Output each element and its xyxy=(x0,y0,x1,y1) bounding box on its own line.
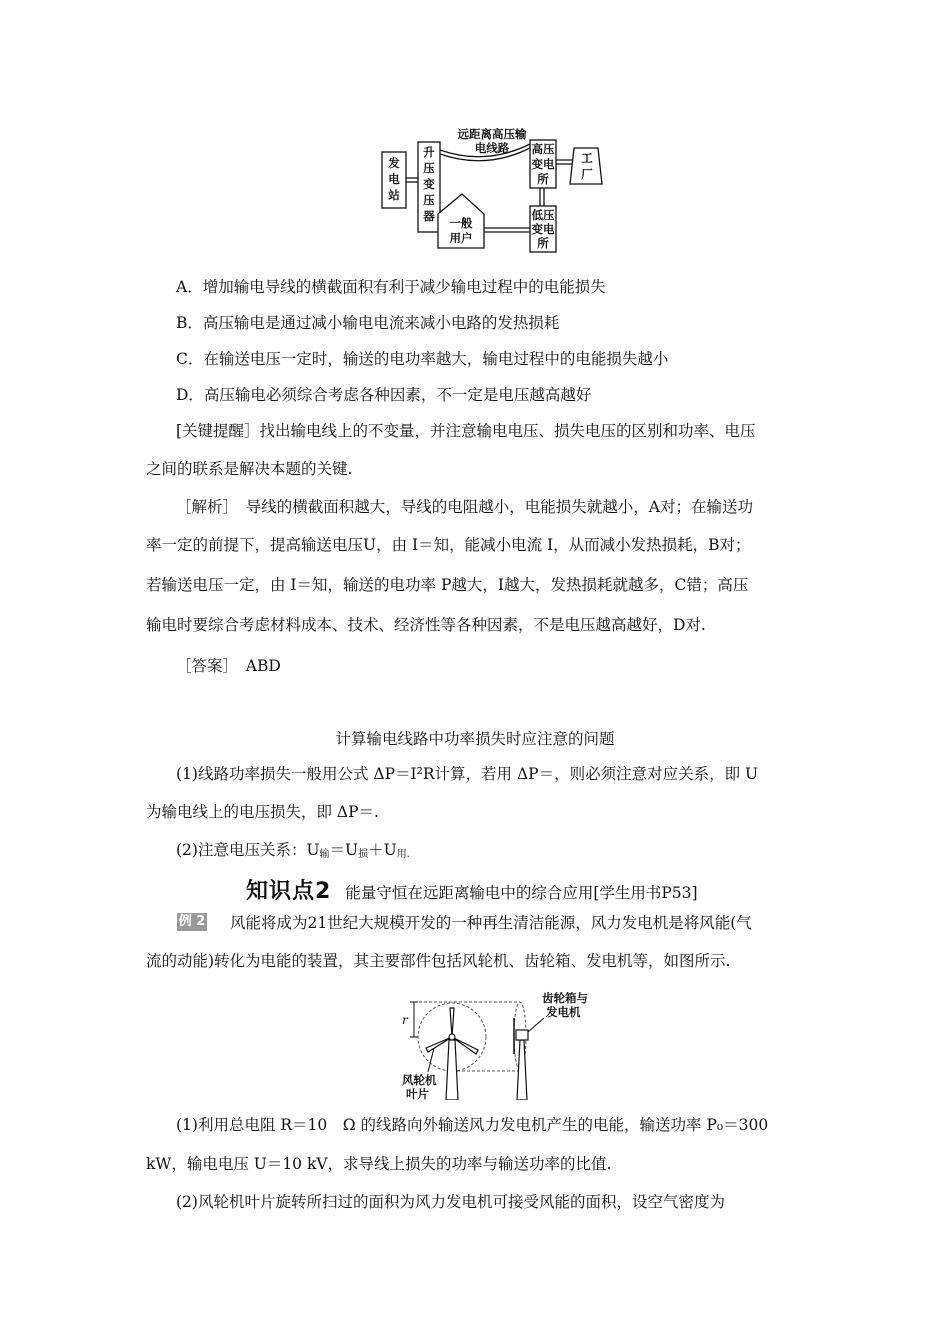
note-line-1: (1)线路功率损失一般用公式 ΔP＝I²R计算，若用 ΔP＝，则必须注意对应关系，即 U xyxy=(176,765,759,783)
question-2-line-1: (2)风轮机叶片旋转所扫过的面积为风力发电机可接受风能的面积，设空气密度为 xyxy=(176,1193,725,1211)
note-title: 计算输电线路中功率损失时应注意的问题 xyxy=(335,730,615,748)
hv-sub-line-2: 变电 xyxy=(531,157,555,171)
analysis-line-4: 输电时要综合考虑材料成本、技术、经济性等各种因素，不是电压越高越好，D对. xyxy=(146,616,706,634)
transmission-diagram xyxy=(376,122,616,254)
question-1-line-2: kW，输电电压 U＝10 kV，求导线上损失的功率与输送功率的比值. xyxy=(146,1155,612,1173)
step-up-char-4: 压 xyxy=(423,193,435,207)
knowledge-point-text: 能量守恒在远距离输电中的综合应用[学生用书P53] xyxy=(345,884,698,902)
note-line-3-prefix: (2)注意电压关系：U xyxy=(176,841,320,859)
example-line-1: 风能将成为21世纪大规模开发的一种再生清洁能源，风力发电机是将风能(气 xyxy=(230,914,752,932)
note-mid-2: ＋U xyxy=(368,841,397,859)
example-badge: 例 2 xyxy=(178,914,206,929)
hv-sub-line-3: 所 xyxy=(537,172,549,186)
step-up-char-5: 器 xyxy=(423,209,435,223)
user-line-1: 一般 xyxy=(449,216,473,230)
note-line-2: 为输电线上的电压损失，即 ΔP＝. xyxy=(146,803,379,821)
station-char-3: 站 xyxy=(388,188,400,202)
lv-sub-line-1: 低压 xyxy=(531,208,555,222)
lv-sub-line-3: 所 xyxy=(537,236,549,250)
gearbox-label-2: 发电机 xyxy=(546,1005,581,1019)
factory-char-2: 厂 xyxy=(581,167,593,181)
option-b: B．高压输电是通过减小输电电流来减小电路的发热损耗 xyxy=(176,314,560,332)
diagram-label-line1: 远距离高压输 xyxy=(457,127,527,141)
lv-sub-line-2: 变电 xyxy=(531,222,555,236)
gearbox-label-1: 齿轮箱与 xyxy=(542,991,588,1005)
knowledge-point-title: 知识点2 xyxy=(246,879,332,904)
analysis-line-3: 若输送电压一定，由 I＝知，输送的电功率 P越大，I越大，发热损耗就越多，C错；高压 xyxy=(146,576,749,594)
diagram-label-line2: 电线路 xyxy=(474,141,510,155)
analysis-line-2: 率一定的前提下，提高输送电压U，由 I＝知，能减小电流 I，从而减小发热损耗，B对； xyxy=(146,536,751,554)
note-sub-1: 输 xyxy=(319,849,330,860)
blade-label-2: 叶片 xyxy=(406,1087,429,1100)
option-d: D．高压输电必须综合考虑各种因素，不一定是电压越高越好 xyxy=(176,386,592,404)
option-c: C．在输送电压一定时，输送的电功率越大，输电过程中的电能损失越小 xyxy=(176,350,669,368)
question-1-line-1: (1)利用总电阻 R＝10 Ω 的线路向外输送风力发电机产生的电能，输送功率 P₀＝300 xyxy=(176,1116,769,1134)
hint-line-1: [关键提醒］找出输电线上的不变量，并注意输电电压、损失电压的区别和功率、电压 xyxy=(176,422,756,440)
step-up-char-1: 升 xyxy=(423,145,435,159)
wind-turbine-figure xyxy=(392,988,602,1100)
blade-label-1: 风轮机 xyxy=(402,1073,437,1087)
analysis-line-1: ［解析］ 导线的横截面积越大，导线的电阻越小，电能损失就越小，A对；在输送功 xyxy=(176,498,753,516)
hint-line-2: 之间的联系是解决本题的关键. xyxy=(146,460,353,478)
note-mid-1: ＝U xyxy=(329,841,359,859)
note-sub-3: 用. xyxy=(396,849,410,860)
option-a: A．增加输电导线的横截面积有利于减少输电过程中的电能损失 xyxy=(176,278,606,296)
turbine-tower-near xyxy=(446,1040,458,1100)
knowledge-point-heading xyxy=(246,874,698,905)
station-char-1: 发 xyxy=(388,156,400,170)
station-char-2: 电 xyxy=(388,172,400,186)
step-up-char-3: 变 xyxy=(423,177,435,191)
user-line-2: 用户 xyxy=(449,231,473,245)
example-line-2: 流的动能)转化为电能的装置，其主要部件包括风轮机、齿轮箱、发电机等，如图所示. xyxy=(146,952,731,970)
note-sub-2: 损 xyxy=(358,849,369,860)
gearbox-nacelle xyxy=(516,1030,528,1040)
factory-char-1: 工 xyxy=(581,151,593,165)
radius-label: r xyxy=(402,1013,408,1027)
note-line-3 xyxy=(176,840,836,865)
answer-line: ［答案］ ABD xyxy=(176,657,281,675)
hv-sub-line-1: 高压 xyxy=(531,142,555,156)
step-up-char-2: 压 xyxy=(423,161,435,175)
